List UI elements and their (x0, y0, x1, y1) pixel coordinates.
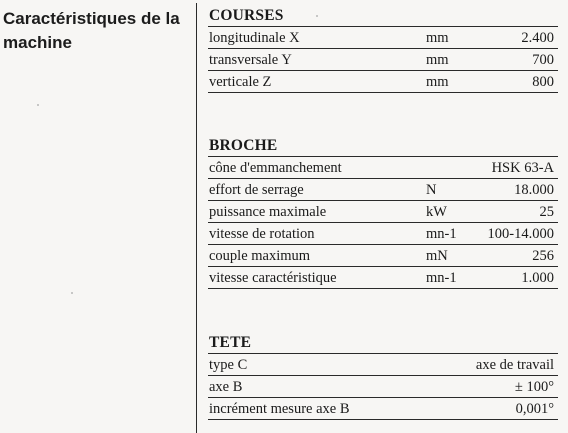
table-row (208, 245, 558, 267)
row-value: 256 (532, 248, 554, 264)
row-value: 700 (532, 52, 554, 68)
row-label: puissance maximale (209, 204, 327, 220)
row-value: 25 (539, 204, 554, 220)
courses-table (208, 5, 558, 93)
row-value: 0,001° (515, 401, 554, 417)
scan-speck (37, 104, 39, 106)
row-value: HSK 63-A (491, 160, 554, 176)
table-row (208, 376, 558, 398)
section-heading: Caractéristiques de la machine (3, 9, 180, 52)
courses-title: COURSES (208, 5, 558, 27)
row-value: 18.000 (514, 182, 554, 198)
row-value: ± 100° (514, 379, 554, 395)
row-label: transversale Y (209, 52, 292, 68)
vertical-divider (196, 3, 197, 433)
table-row (208, 71, 558, 93)
row-label: cône d'emmanchement (209, 160, 342, 176)
row-unit: mn-1 (426, 226, 457, 242)
row-label: vitesse caractéristique (209, 270, 337, 286)
table-row (208, 223, 558, 245)
table-row (208, 267, 558, 289)
broche-table (208, 135, 558, 289)
row-unit: N (426, 182, 437, 198)
row-unit: mN (426, 248, 448, 264)
broche-title: BROCHE (208, 135, 558, 157)
scan-speck (71, 292, 73, 294)
table-row (208, 354, 558, 376)
row-label: verticale Z (209, 74, 272, 90)
tete-title: TETE (208, 332, 558, 354)
table-row (208, 398, 558, 420)
row-label: longitudinale X (209, 30, 300, 46)
row-label: vitesse de rotation (209, 226, 315, 242)
table-row (208, 49, 558, 71)
row-unit: mn-1 (426, 270, 457, 286)
row-value: 800 (532, 74, 554, 90)
row-value: 1.000 (521, 270, 554, 286)
row-label: axe B (209, 379, 243, 395)
table-row (208, 27, 558, 49)
row-label: incrément mesure axe B (209, 401, 350, 417)
row-unit: mm (426, 30, 449, 46)
row-value: axe de travail (475, 357, 554, 373)
row-label: effort de serrage (209, 182, 304, 198)
table-row (208, 201, 558, 223)
row-unit: mm (426, 52, 449, 68)
row-unit: kW (426, 204, 447, 220)
row-value: 100-14.000 (487, 226, 554, 242)
row-unit: mm (426, 74, 449, 90)
scan-speck (316, 15, 318, 17)
row-label: couple maximum (209, 248, 311, 264)
row-value: 2.400 (521, 30, 554, 46)
table-row (208, 157, 558, 179)
table-row (208, 179, 558, 201)
tete-table (208, 332, 558, 420)
row-label: type C (209, 357, 248, 373)
